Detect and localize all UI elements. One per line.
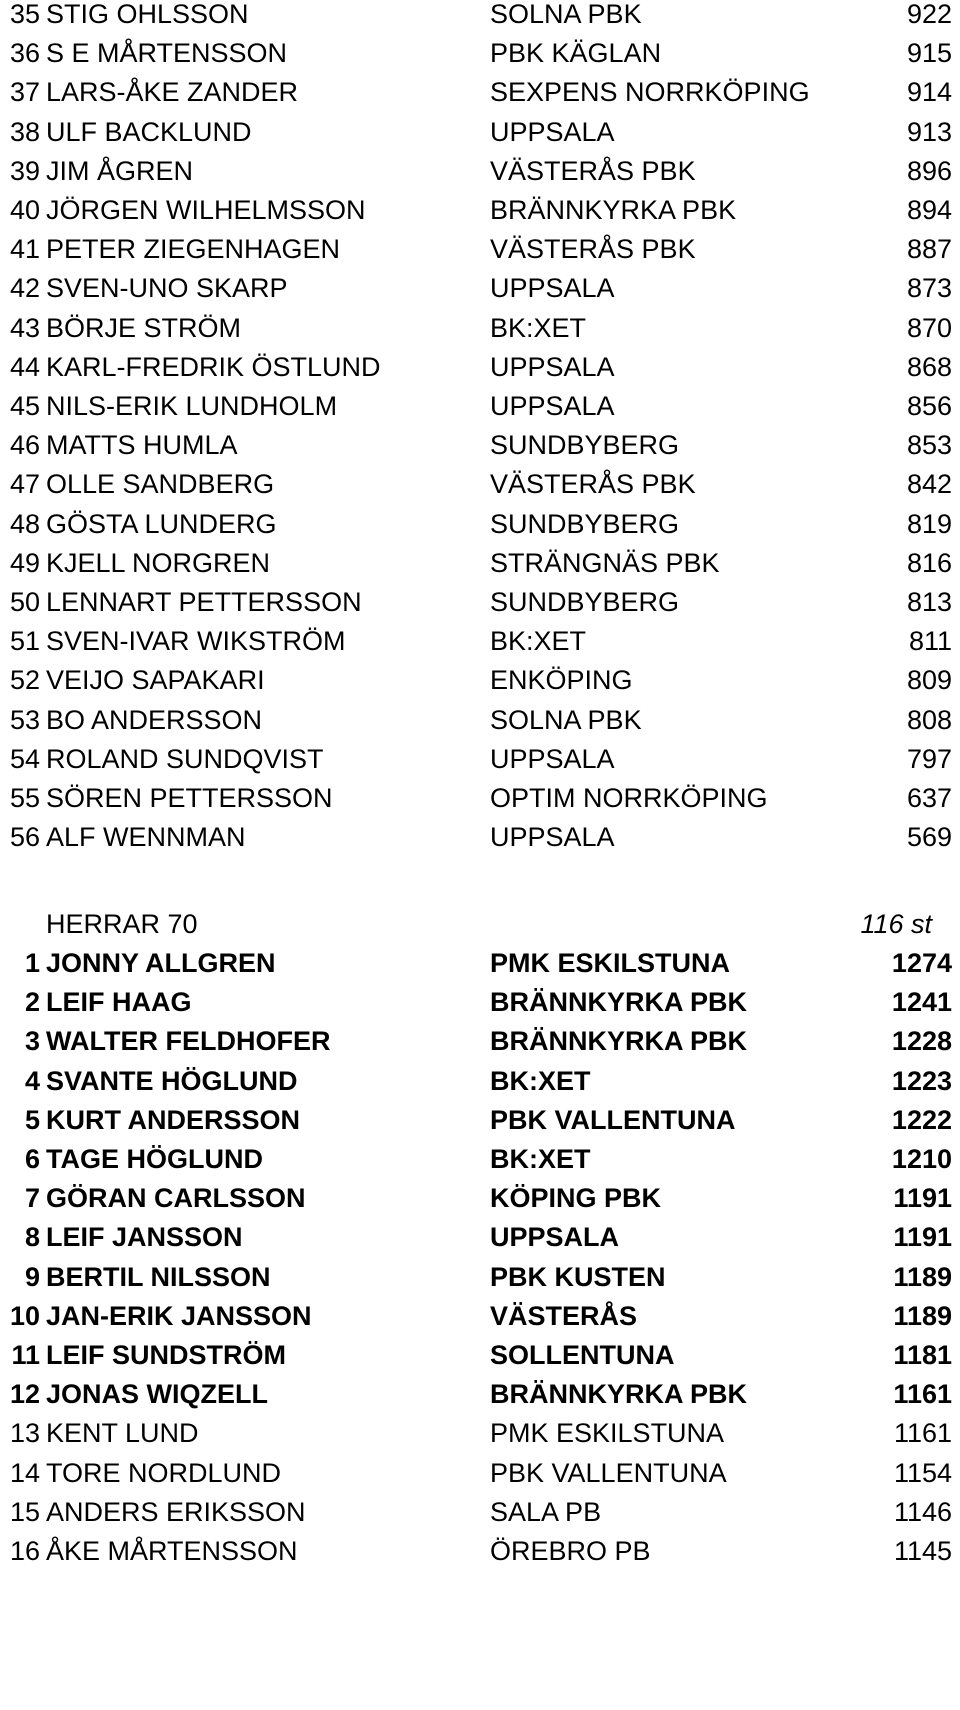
- club-name: PBK VALLENTUNA: [490, 1457, 727, 1488]
- score-value: 569: [906, 822, 952, 853]
- club-name: UPPSALA: [490, 822, 615, 853]
- table-row: [0, 1493, 960, 1531]
- table-row: [0, 661, 960, 699]
- player-name: LEIF HAAG: [46, 987, 192, 1018]
- score-value: 1274: [891, 948, 952, 978]
- player-name: LEIF JANSSON: [46, 1222, 243, 1253]
- score-value: 1222: [891, 1104, 952, 1135]
- table-row: [0, 1297, 960, 1335]
- player-name: SÖREN PETTERSSON: [46, 783, 333, 813]
- player-name: ULF BACKLUND: [46, 116, 252, 147]
- club-name: PBK KUSTEN: [490, 1261, 666, 1292]
- score-value: 1181: [893, 1340, 952, 1370]
- section-title: HERRAR 70: [46, 909, 198, 939]
- table-row: [0, 230, 960, 268]
- club-name: SALA PB: [490, 1496, 602, 1527]
- table-row: [0, 1022, 960, 1060]
- place-number: 39: [9, 155, 40, 186]
- club-name: BK:XET: [490, 626, 587, 657]
- score-value: 819: [906, 508, 952, 539]
- player-name: NILS-ERIK LUNDHOLM: [46, 391, 338, 421]
- score-value: 1189: [893, 1300, 952, 1331]
- player-name: JIM ÅGREN: [46, 155, 194, 186]
- club-name: BK:XET: [490, 1065, 591, 1096]
- table-row: [0, 505, 960, 543]
- score-value: 1161: [893, 1418, 952, 1449]
- club-name: PMK ESKILSTUNA: [490, 1418, 725, 1449]
- place-number: 48: [9, 508, 40, 539]
- score-value: 1241: [891, 987, 952, 1018]
- player-name: WALTER FELDHOFER: [46, 1026, 331, 1057]
- club-name: BK:XET: [490, 312, 587, 343]
- player-name: S E MÅRTENSSON: [46, 38, 288, 69]
- score-value: 1191: [893, 1222, 952, 1253]
- score-value: 808: [906, 704, 952, 735]
- club-name: UPPSALA: [490, 116, 615, 147]
- table-row: [0, 622, 960, 660]
- place-number: 12: [9, 1379, 40, 1410]
- score-value: 842: [906, 469, 952, 500]
- place-number: 11: [11, 1340, 40, 1370]
- score-value: 914: [906, 77, 952, 108]
- table-row: [0, 309, 960, 347]
- place-number: 53: [9, 704, 40, 735]
- score-value: 1223: [891, 1065, 952, 1096]
- club-name: PBK VALLENTUNA: [490, 1104, 736, 1135]
- score-value: 1146: [893, 1496, 952, 1527]
- place-number: 51: [9, 626, 40, 657]
- place-number: 1: [24, 948, 40, 978]
- club-name: SOLLENTUNA: [490, 1340, 675, 1370]
- table-row: [0, 1218, 960, 1256]
- player-name: KURT ANDERSSON: [46, 1104, 301, 1135]
- player-name: TAGE HÖGLUND: [46, 1144, 263, 1174]
- place-number: 41: [9, 234, 40, 265]
- player-name: JAN-ERIK JANSSON: [46, 1300, 312, 1331]
- score-value: 1210: [891, 1144, 952, 1174]
- player-name: STIG OHLSSON: [46, 0, 249, 29]
- table-row: [0, 426, 960, 464]
- score-value: 1161: [893, 1379, 952, 1410]
- place-number: 37: [9, 77, 40, 108]
- player-name: JÖRGEN WILHELMSSON: [46, 195, 366, 225]
- score-value: 873: [906, 273, 952, 304]
- club-name: BRÄNNKYRKA PBK: [490, 1379, 748, 1410]
- score-value: 922: [906, 0, 952, 29]
- club-name: VÄSTERÅS PBK: [490, 234, 696, 265]
- player-name: SVANTE HÖGLUND: [46, 1065, 298, 1096]
- participant-count: 116 st: [860, 909, 932, 939]
- score-value: 811: [908, 626, 952, 657]
- club-name: STRÄNGNÄS PBK: [490, 547, 720, 578]
- player-name: JONAS WIQZELL: [46, 1379, 268, 1410]
- place-number: 56: [9, 822, 40, 853]
- table-row: [0, 34, 960, 72]
- table-row: [0, 152, 960, 190]
- place-number: 6: [24, 1144, 40, 1174]
- place-number: 4: [24, 1065, 40, 1096]
- player-name: GÖSTA LUNDERG: [46, 508, 277, 539]
- club-name: BRÄNNKYRKA PBK: [490, 1026, 748, 1057]
- place-number: 54: [9, 743, 40, 774]
- score-value: 1154: [893, 1457, 952, 1488]
- score-value: 915: [906, 38, 952, 69]
- score-value: 870: [906, 312, 952, 343]
- place-number: 38: [9, 116, 40, 147]
- player-name: PETER ZIEGENHAGEN: [46, 234, 341, 265]
- table-row: [0, 1336, 960, 1374]
- score-value: 894: [906, 195, 952, 225]
- place-number: 13: [9, 1418, 40, 1449]
- table-row: [0, 544, 960, 582]
- score-value: 1145: [893, 1536, 952, 1566]
- table-row: [0, 1179, 960, 1217]
- place-number: 45: [9, 391, 40, 421]
- table-row: [0, 1101, 960, 1139]
- club-name: PBK KÄGLAN: [490, 38, 662, 69]
- table-row: [0, 348, 960, 386]
- score-value: 913: [906, 116, 952, 147]
- place-number: 35: [9, 0, 40, 29]
- place-number: 47: [9, 469, 40, 500]
- table-row: [0, 1454, 960, 1492]
- club-name: UPPSALA: [490, 1222, 620, 1253]
- player-name: LEIF SUNDSTRÖM: [46, 1340, 286, 1370]
- table-row: [0, 1414, 960, 1452]
- table-row: [0, 113, 960, 151]
- score-value: 856: [906, 391, 952, 421]
- club-name: UPPSALA: [490, 273, 615, 304]
- player-name: KARL-FREDRIK ÖSTLUND: [46, 351, 381, 382]
- place-number: 7: [24, 1183, 40, 1214]
- club-name: BK:XET: [490, 1144, 591, 1174]
- player-name: KENT LUND: [46, 1418, 199, 1449]
- player-name: BERTIL NILSSON: [46, 1261, 271, 1292]
- table-row: [0, 387, 960, 425]
- table-row: [0, 1140, 960, 1178]
- table-row: [0, 1532, 960, 1570]
- score-value: 816: [906, 547, 952, 578]
- place-number: 46: [9, 430, 40, 461]
- score-value: 1228: [891, 1026, 952, 1057]
- club-name: SEXPENS NORRKÖPING: [490, 77, 810, 108]
- score-value: 637: [906, 783, 952, 813]
- section-header-herrar-70: [0, 905, 960, 943]
- player-name: MATTS HUMLA: [46, 430, 238, 461]
- club-name: SUNDBYBERG: [490, 430, 680, 461]
- score-value: 813: [906, 587, 952, 617]
- place-number: 3: [24, 1026, 40, 1057]
- table-row: [0, 73, 960, 111]
- club-name: ÖREBRO PB: [490, 1536, 651, 1566]
- place-number: 5: [24, 1104, 40, 1135]
- table-row: [0, 1062, 960, 1100]
- club-name: BRÄNNKYRKA PBK: [490, 195, 737, 225]
- club-name: ENKÖPING: [490, 665, 633, 696]
- player-name: LARS-ÅKE ZANDER: [46, 77, 299, 108]
- table-row: [0, 779, 960, 817]
- table-row: [0, 269, 960, 307]
- club-name: PMK ESKILSTUNA: [490, 948, 731, 978]
- player-name: LENNART PETTERSSON: [46, 587, 362, 617]
- table-row: [0, 0, 960, 33]
- club-name: SUNDBYBERG: [490, 587, 680, 617]
- place-number: 50: [9, 587, 40, 617]
- place-number: 14: [9, 1457, 40, 1488]
- place-number: 43: [9, 312, 40, 343]
- table-row: [0, 740, 960, 778]
- place-number: 44: [9, 351, 40, 382]
- table-row: [0, 1258, 960, 1296]
- place-number: 10: [9, 1300, 40, 1331]
- table-row: [0, 983, 960, 1021]
- place-number: 15: [9, 1496, 40, 1527]
- place-number: 55: [9, 783, 40, 813]
- place-number: 49: [9, 547, 40, 578]
- place-number: 16: [9, 1536, 40, 1566]
- club-name: VÄSTERÅS PBK: [490, 155, 696, 186]
- club-name: UPPSALA: [490, 391, 615, 421]
- score-value: 853: [906, 430, 952, 461]
- club-name: BRÄNNKYRKA PBK: [490, 987, 748, 1018]
- place-number: 42: [9, 273, 40, 304]
- place-number: 36: [9, 38, 40, 69]
- score-value: 809: [906, 665, 952, 696]
- club-name: UPPSALA: [490, 743, 615, 774]
- score-value: 868: [906, 351, 952, 382]
- player-name: ALF WENNMAN: [46, 822, 246, 853]
- place-number: 2: [24, 987, 40, 1018]
- player-name: GÖRAN CARLSSON: [46, 1183, 306, 1214]
- place-number: 9: [24, 1261, 40, 1292]
- club-name: VÄSTERÅS: [490, 1300, 638, 1331]
- place-number: 40: [9, 195, 40, 225]
- player-name: KJELL NORGREN: [46, 547, 271, 578]
- player-name: SVEN-IVAR WIKSTRÖM: [46, 626, 346, 657]
- player-name: VEIJO SAPAKARI: [46, 665, 265, 696]
- club-name: VÄSTERÅS PBK: [490, 469, 696, 500]
- player-name: JONNY ALLGREN: [46, 948, 276, 978]
- player-name: SVEN-UNO SKARP: [46, 273, 288, 304]
- score-value: 887: [906, 234, 952, 265]
- club-name: SOLNA PBK: [490, 704, 642, 735]
- table-row: [0, 465, 960, 503]
- score-value: 1189: [893, 1261, 952, 1292]
- score-value: 1191: [893, 1183, 952, 1214]
- club-name: UPPSALA: [490, 351, 615, 382]
- table-row: [0, 818, 960, 856]
- table-row: [0, 583, 960, 621]
- place-number: 52: [9, 665, 40, 696]
- player-name: ANDERS ERIKSSON: [46, 1496, 306, 1527]
- place-number: 8: [24, 1222, 40, 1253]
- player-name: TORE NORDLUND: [46, 1457, 282, 1488]
- table-row: [0, 1375, 960, 1413]
- table-row: [0, 701, 960, 739]
- player-name: ROLAND SUNDQVIST: [46, 743, 324, 774]
- club-name: SUNDBYBERG: [490, 508, 680, 539]
- player-name: BÖRJE STRÖM: [46, 312, 242, 343]
- player-name: BO ANDERSSON: [46, 704, 263, 735]
- score-value: 797: [906, 743, 952, 774]
- table-row: [0, 191, 960, 229]
- club-name: KÖPING PBK: [490, 1183, 662, 1214]
- player-name: OLLE SANDBERG: [46, 469, 275, 500]
- club-name: OPTIM NORRKÖPING: [490, 783, 768, 813]
- club-name: SOLNA PBK: [490, 0, 642, 29]
- table-row: [0, 944, 960, 982]
- score-value: 896: [906, 155, 952, 186]
- player-name: ÅKE MÅRTENSSON: [46, 1536, 298, 1566]
